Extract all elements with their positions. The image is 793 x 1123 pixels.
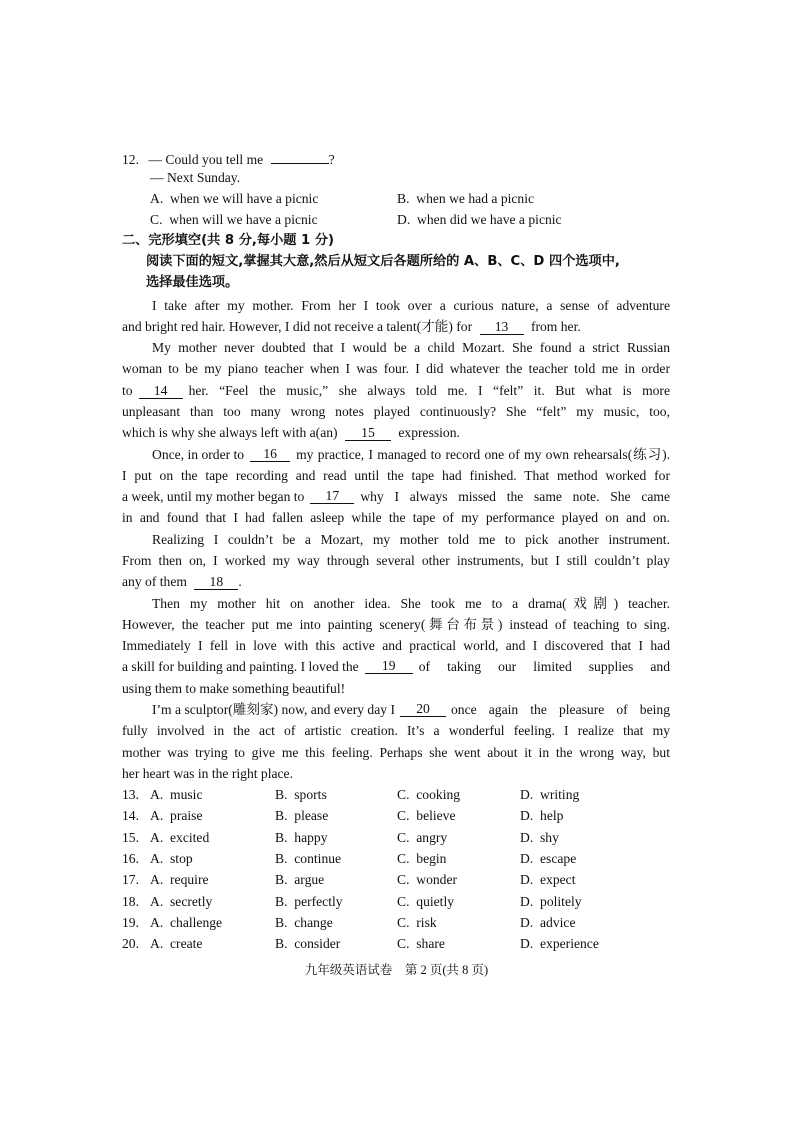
option-text: continue: [294, 850, 342, 866]
option-c: [397, 914, 437, 932]
passage-text: any of them: [122, 574, 187, 589]
option-text: happy: [294, 829, 328, 845]
option-number: 16.: [122, 850, 139, 866]
option-text: risk: [416, 914, 437, 930]
option-text: share: [416, 936, 445, 952]
option-text: music: [170, 787, 203, 802]
option-a: [150, 871, 209, 889]
option-a: [150, 829, 209, 847]
passage-text: from her.: [530, 319, 581, 334]
passage-line: Immediately I fell in love with this active and practical world, and I discovered that I had: [122, 638, 670, 653]
option-letter: D.: [520, 829, 534, 845]
blank-15: 15: [345, 425, 391, 441]
blank-16: 16: [250, 446, 290, 462]
passage-line: using them to make something beautiful!: [122, 681, 346, 696]
option-text: quietly: [416, 893, 455, 909]
passage-text: my practice, I managed to record one of my own rehearsals(练习).: [296, 447, 670, 462]
option-letter: A.: [150, 914, 164, 930]
option-letter: B.: [275, 936, 288, 952]
q12-option-d: [397, 211, 562, 229]
option-text: sports: [294, 787, 327, 802]
passage-text: to: [122, 383, 133, 398]
option-text: experience: [540, 936, 599, 952]
option-number: 17.: [122, 872, 139, 888]
option-a: [150, 807, 202, 825]
option-text: change: [294, 914, 333, 930]
option-letter: B.: [275, 829, 288, 845]
option-c: [397, 935, 445, 953]
passage-text: why I always missed the same note. She came: [360, 489, 670, 504]
option-letter: D.: [520, 850, 534, 866]
option-d: [520, 807, 563, 825]
option-a: [150, 850, 193, 868]
option-a: [150, 893, 212, 911]
option-text: please: [294, 808, 329, 824]
option-letter: C.: [150, 212, 163, 227]
option-text: praise: [170, 808, 203, 824]
option-number: 13.: [122, 787, 139, 802]
passage-line: [122, 658, 670, 676]
option-text: writing: [540, 787, 580, 802]
passage-line: [122, 573, 242, 591]
option-b: [275, 807, 328, 825]
option-text: escape: [540, 850, 577, 866]
passage-line: From then on, I worked my way through several other instruments, but I still couldn’t play: [122, 553, 670, 568]
option-letter: A.: [150, 872, 164, 888]
passage-text: her. “Feel the music,” she always told me. I “felt” it. But what is more: [188, 383, 670, 398]
passage-line: woman to be my piano teacher when I was four. I did whatever the teacher told me in order: [122, 361, 670, 376]
option-number: 18.: [122, 893, 139, 909]
passage-line: [122, 318, 581, 336]
option-text: expect: [540, 872, 576, 888]
option-a: [150, 786, 203, 804]
blank-17: 17: [310, 488, 354, 504]
q12-question-mark: ?: [328, 152, 335, 167]
option-text: consider: [294, 936, 341, 952]
q12-option-a: [150, 190, 318, 208]
option-text: stop: [170, 850, 193, 866]
blank-13: 13: [480, 319, 524, 335]
option-letter: D.: [397, 212, 411, 227]
blank-14: 14: [139, 383, 183, 399]
option-text: challenge: [170, 914, 223, 930]
option-text: advice: [540, 914, 576, 930]
q12-blank: [271, 148, 329, 164]
passage-line: [122, 424, 460, 442]
passage-fragment: [122, 382, 189, 400]
q12-answer: — Next Sunday.: [150, 170, 241, 185]
option-a: [150, 914, 222, 932]
option-d: [520, 893, 582, 911]
option-d: [520, 935, 599, 953]
q12-prompt: [122, 148, 335, 169]
option-letter: D.: [520, 914, 534, 930]
passage-text: of taking our limited supplies and: [418, 659, 670, 674]
option-letter: C.: [397, 808, 410, 824]
passage-text: a week, until my mother began to: [122, 489, 305, 504]
option-d: [520, 914, 576, 932]
blank-18: 18: [194, 574, 238, 590]
passage-line: her heart was in the right place.: [122, 766, 293, 781]
option-c: [397, 807, 456, 825]
passage-text: .: [238, 574, 242, 589]
option-b: [275, 871, 324, 889]
option-letter: D.: [520, 936, 534, 952]
option-b: [275, 829, 328, 847]
passage-line: fully involved in the act of artistic creation. It’s a wonderful feeling. I realize that my: [122, 723, 670, 738]
option-text: help: [540, 808, 564, 824]
option-letter: B.: [275, 872, 288, 888]
option-letter: B.: [275, 808, 288, 824]
option-b: [275, 850, 341, 868]
option-c: [397, 850, 446, 868]
option-c: [397, 786, 460, 804]
option-c: [397, 893, 454, 911]
option-b: [275, 786, 327, 804]
option-text: believe: [416, 808, 456, 824]
q12-option-c: [150, 211, 318, 229]
option-letter: C.: [397, 914, 410, 930]
passage-line: [152, 701, 670, 719]
passage-line: [152, 446, 670, 464]
blank-19: 19: [365, 658, 413, 674]
option-letter: B.: [275, 893, 288, 909]
option-letter: B.: [275, 787, 288, 802]
passage-text: and bright red hair. However, I did not receive a talent(才能) for: [122, 319, 473, 334]
q12-option-b: [397, 190, 534, 208]
option-text: perfectly: [294, 893, 343, 909]
passage-text: which is why she always left with a(an): [122, 425, 338, 440]
option-letter: D.: [520, 787, 534, 802]
option-letter: A.: [150, 191, 164, 206]
passage-line: Realizing I couldn’t be a Mozart, my mother told me to pick another instrument.: [152, 532, 670, 547]
option-letter: C.: [397, 893, 410, 909]
option-letter: D.: [520, 808, 534, 824]
option-letter: B.: [275, 914, 288, 930]
option-text: argue: [294, 872, 325, 888]
option-letter: C.: [397, 936, 410, 952]
passage-text: expression.: [398, 425, 460, 440]
option-d: [520, 829, 559, 847]
option-text: cooking: [416, 787, 461, 802]
passage-text: Once, in order to: [152, 447, 245, 462]
option-text: secretly: [170, 893, 213, 909]
passage-line: I take after my mother. From her I took over a curious nature, a sense of adventure: [152, 298, 670, 313]
option-number: 15.: [122, 829, 139, 845]
option-letter: D.: [520, 893, 534, 909]
option-letter: C.: [397, 787, 410, 802]
passage-line: Then my mother hit on another idea. She took me to a drama(戏剧) teacher.: [152, 596, 670, 611]
option-number: 14.: [122, 808, 139, 824]
option-text: when will we have a picnic: [169, 212, 318, 227]
option-text: when did we have a picnic: [417, 212, 562, 227]
option-letter: C.: [397, 850, 410, 866]
blank-20: 20: [400, 701, 446, 717]
option-d: [520, 786, 579, 804]
option-text: excited: [170, 829, 210, 845]
passage-line: unpleasant than too many wrong notes played continuously? She “felt” my music, too,: [122, 404, 670, 419]
option-letter: A.: [150, 787, 164, 802]
option-b: [275, 893, 343, 911]
option-text: angry: [416, 829, 448, 845]
option-text: wonder: [416, 872, 458, 888]
option-number: 19.: [122, 914, 139, 930]
option-c: [397, 829, 447, 847]
option-text: shy: [540, 829, 559, 845]
section-heading: 二、完形填空(共 8 分,每小题 1 分): [122, 233, 335, 248]
option-letter: C.: [397, 829, 410, 845]
option-d: [520, 850, 576, 868]
option-letter: A.: [150, 893, 164, 909]
q12-question: — Could you tell me: [148, 152, 264, 167]
option-b: [275, 935, 340, 953]
q12-number: 12.: [122, 152, 139, 167]
passage-text: once again the pleasure of being: [450, 702, 670, 717]
option-c: [397, 871, 457, 889]
option-letter: B.: [397, 191, 410, 206]
section-instruction-2: 选择最佳选项。: [146, 275, 239, 290]
passage-line: mother was trying to give me this feeling. Perhaps she went about it in the wrong way, but: [122, 745, 670, 760]
option-letter: B.: [275, 850, 288, 866]
option-text: politely: [540, 893, 582, 909]
option-letter: A.: [150, 808, 164, 824]
page-footer: 九年级英语试卷 第 2 页(共 8 页): [304, 963, 489, 977]
option-text: create: [170, 936, 203, 952]
passage-line: [122, 488, 670, 506]
option-b: [275, 914, 333, 932]
passage-line: I put on the tape recording and read until the tape had finished. That method worked for: [122, 468, 670, 483]
passage-text: a skill for building and painting. I loved the: [122, 659, 359, 674]
passage-line: [122, 382, 670, 400]
passage-line: in and found that I had fallen asleep while the tape of my performance played on and on.: [122, 510, 670, 525]
option-text: when we will have a picnic: [170, 191, 319, 206]
option-letter: D.: [520, 872, 534, 888]
option-letter: A.: [150, 936, 164, 952]
passage-line: However, the teacher put me into painting scenery(舞台布景) instead of teaching to sing.: [122, 617, 670, 632]
option-letter: A.: [150, 829, 164, 845]
option-letter: A.: [150, 850, 164, 866]
passage-text: I’m a sculptor(雕刻家) now, and every day I: [152, 702, 395, 717]
option-number: 20.: [122, 936, 139, 952]
passage-line: My mother never doubted that I would be a child Mozart. She found a strict Russian: [152, 340, 670, 355]
section-instruction-1: 阅读下面的短文,掌握其大意,然后从短文后各题所给的 A、B、C、D 四个选项中,: [146, 254, 620, 269]
option-letter: C.: [397, 872, 410, 888]
option-text: begin: [416, 850, 447, 866]
option-a: [150, 935, 202, 953]
option-text: require: [170, 872, 209, 888]
option-text: when we had a picnic: [416, 191, 535, 206]
option-d: [520, 871, 576, 889]
